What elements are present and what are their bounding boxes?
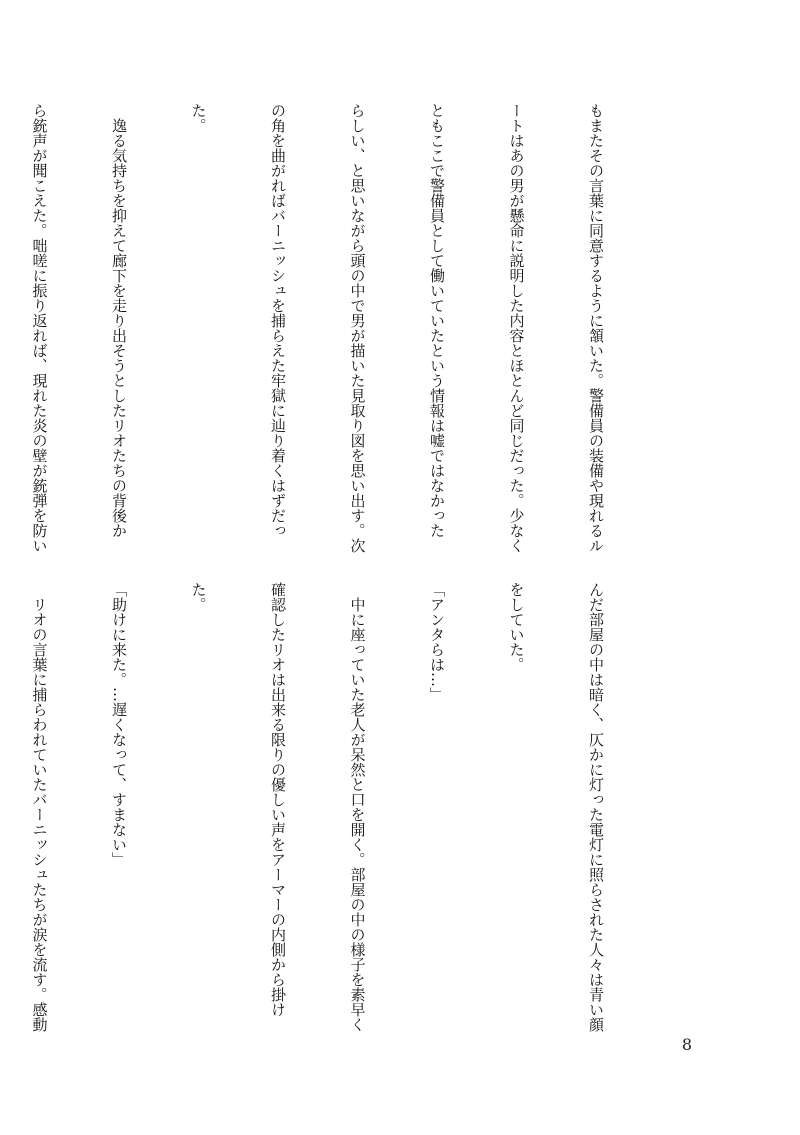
text-line: 「アンタらは…」 [428, 582, 446, 702]
text-line: もまたその言葉に同意するように頷いた。警備員の装備や現れるル [587, 103, 605, 553]
text-line: ともここで警備員として働いていたという情報は嘘ではなかった [428, 103, 446, 538]
text-line: をしていた。 [507, 582, 526, 672]
text-line: た。 [189, 103, 208, 133]
text-line: 確認したリオは出来る限りの優しい声をアーマーの内側から掛け [269, 582, 287, 1017]
text-line: ら銃声が聞こえた。咄嗟に振り返れば、現れた炎の壁が銃弾を防い [30, 103, 49, 553]
text-line: んだ部屋の中は暗く、仄かに灯った電灯に照らされた人々は青い顔 [587, 582, 605, 1032]
text-line: 逸る気持ちを抑えて廊下を走り出そうとしたリオたちの背後か [110, 103, 128, 538]
text-line: ートはあの男が懸命に説明した内容とほとんど同じだった。少なく [507, 103, 526, 553]
text-line: リオの言葉に捕らわれていたバーニッシュたちが涙を流す。感動 [30, 582, 49, 1032]
page-number: 8 [681, 1035, 692, 1054]
bottom-text-block [0, 582, 662, 1062]
top-text-block [0, 103, 662, 573]
text-line: 中に座っていた老人が呆然と口を開く。部屋の中の様子を素早く [348, 582, 367, 1032]
text-line: らしい、と思いながら頭の中で男が描いた見取り図を思い出す。次 [348, 103, 367, 553]
text-line: の角を曲がればバーニッシュを捕らえた牢獄に辿り着くはずだっ [269, 103, 287, 538]
text-line: 「助けに来た。…遅くなって、すまない」 [110, 582, 128, 867]
text-line: た。 [189, 582, 208, 612]
